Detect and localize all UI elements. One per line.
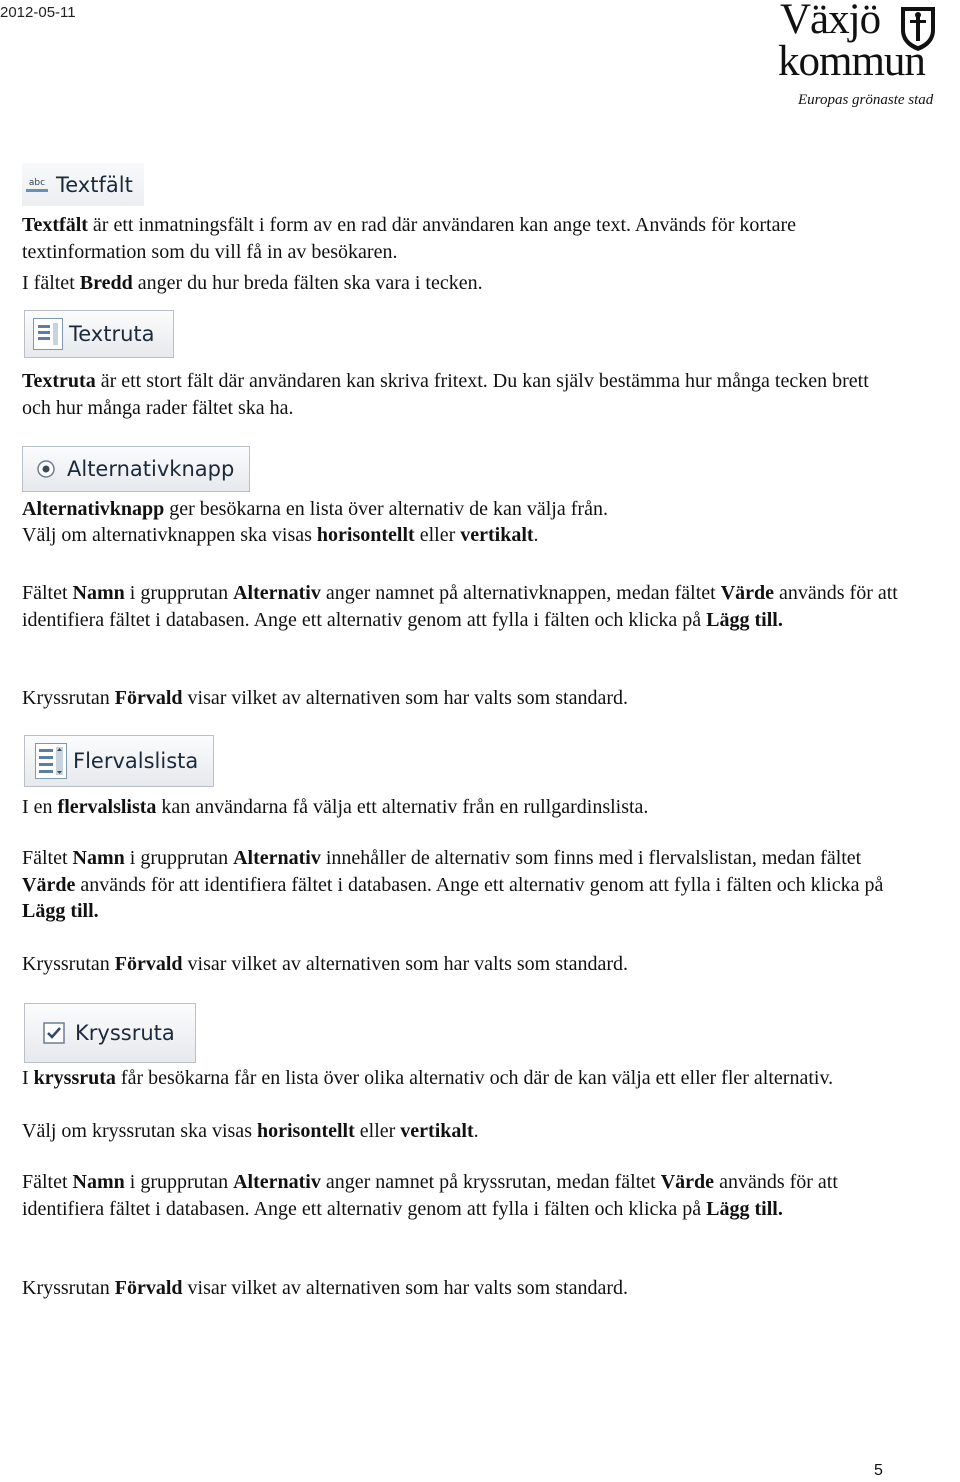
textruta-button xyxy=(24,310,174,358)
textfield-icon-text: abc xyxy=(28,177,46,188)
alternativknapp-paragraph-1: Alternativknapp ger besökarna en lista över alternativ de kan välja från. xyxy=(22,498,608,520)
textfalt-paragraph-2: I fältet Bredd anger du hur breda fälten ska vara i tecken. xyxy=(22,272,483,294)
kryssruta-paragraph-4: Kryssrutan Förvald visar vilket av alternativen som har valts som standard. xyxy=(22,1277,628,1299)
textfalt-paragraph-1: Textfält är ett inmatningsfält i form av en rad där användaren kan ange text. Används för kortare textinformation som du vill få in av besökaren. xyxy=(22,214,796,263)
flervalslista-button xyxy=(24,735,214,787)
logo-line1: Växjö xyxy=(780,0,881,43)
checkbox-icon xyxy=(41,1020,67,1046)
flervalslista-button-label: Flervalslista xyxy=(73,749,199,773)
logo-tagline: Europas grönaste stad xyxy=(798,92,934,108)
textfield-icon xyxy=(24,172,50,198)
textfalt-button-label: Textfält xyxy=(56,172,133,197)
alternativknapp-paragraph-2: Välj om alternativknappen ska visas horisontellt eller vertikalt. xyxy=(22,524,539,546)
textruta-paragraph: Textruta är ett stort fält där användaren kan skriva fritext. Du kan själv bestämma hur många tecken brett och hur många rader fältet ska ha. xyxy=(22,370,869,419)
page-number: 5 xyxy=(874,1462,883,1479)
textfalt-button xyxy=(22,163,144,206)
alternativknapp-button xyxy=(22,446,250,492)
alternativknapp-paragraph-4: Kryssrutan Förvald visar vilket av alternativen som har valts som standard. xyxy=(22,687,628,709)
vaxjo-kommun-logo xyxy=(774,0,960,116)
kryssruta-paragraph-1: I kryssruta får besökarna får en lista över olika alternativ och där de kan välja ett eller fler alternativ. xyxy=(22,1067,834,1089)
flervalslista-paragraph-3: Kryssrutan Förvald visar vilket av alternativen som har valts som standard. xyxy=(22,953,628,975)
alternativknapp-button-label: Alternativknapp xyxy=(67,457,235,481)
kryssruta-paragraph-3: Fältet Namn i grupprutan Alternativ anger namnet på kryssrutan, medan fältet Värde används för att identifiera fältet i databasen. Ange ett alternativ genom att fylla i fälten och klicka på Lägg till. xyxy=(22,1171,838,1220)
radio-button-icon xyxy=(35,458,57,480)
listbox-icon xyxy=(35,743,67,779)
kryssruta-button-label: Kryssruta xyxy=(75,1021,175,1045)
kryssruta-paragraph-2: Välj om kryssrutan ska visas horisontellt eller vertikalt. xyxy=(22,1120,479,1142)
textbox-icon xyxy=(33,318,63,350)
alternativknapp-paragraph-3: Fältet Namn i grupprutan Alternativ anger namnet på alternativknappen, medan fältet Värde används för att identifiera fältet i databasen. Ange ett alternativ genom att fylla i fälten och klicka på Lägg till. xyxy=(22,582,898,631)
kryssruta-button xyxy=(24,1003,196,1063)
textruta-button-label: Textruta xyxy=(69,322,155,346)
header-date: 2012-05-11 xyxy=(0,4,76,21)
flervalslista-paragraph-2: Fältet Namn i grupprutan Alternativ innehåller de alternativ som finns med i flervalslistan, medan fältet Värde används för att identifiera fältet i databasen. Ange ett alternativ genom att fylla i fälten och klicka på Lägg till. xyxy=(22,847,884,922)
logo-line2: kommun xyxy=(778,38,925,85)
flervalslista-paragraph-1: I en flervalslista kan användarna få välja ett alternativ från en rullgardinslista. xyxy=(22,796,649,818)
